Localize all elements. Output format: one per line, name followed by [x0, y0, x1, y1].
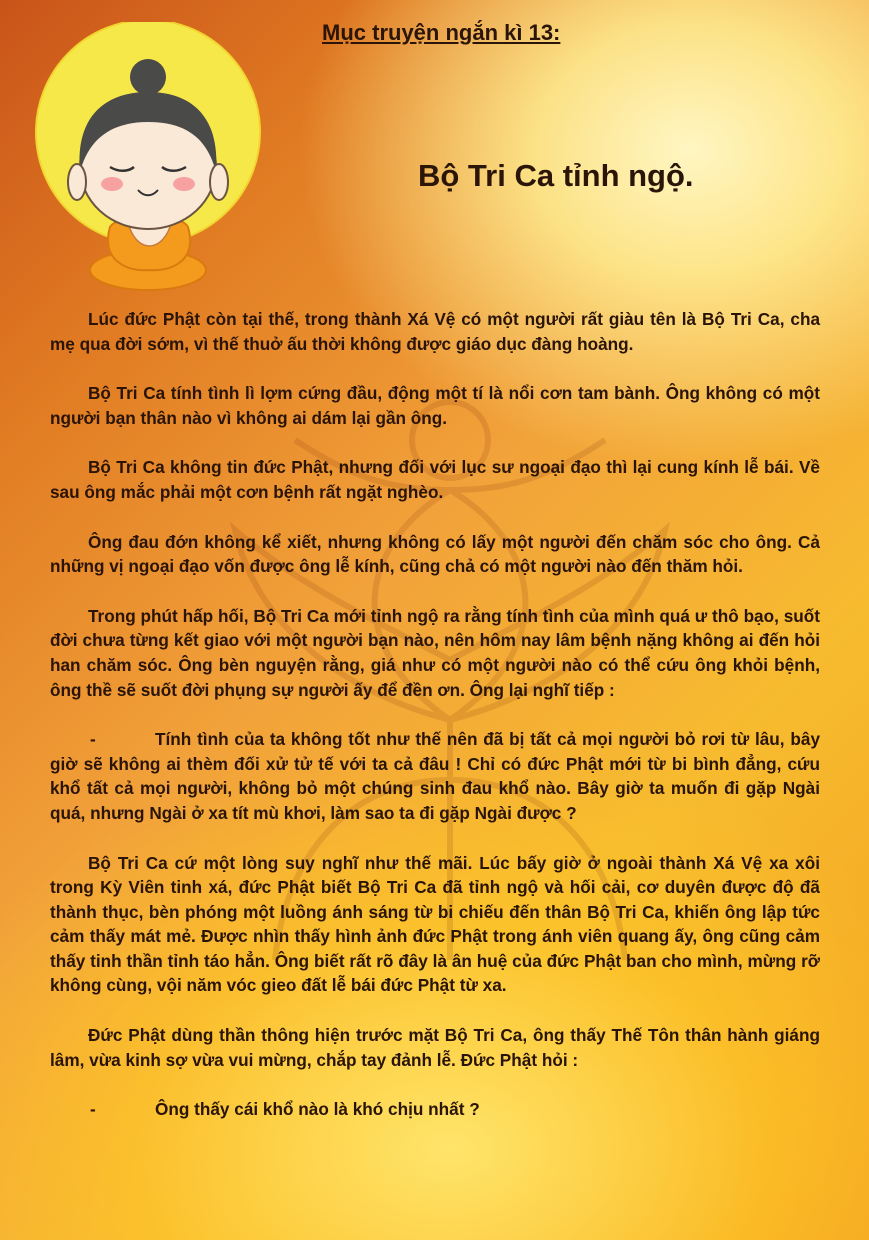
- dialogue-text: Ông thấy cái khổ nào là khó chịu nhất ?: [155, 1099, 480, 1120]
- dialogue-paragraph: [50, 727, 820, 825]
- story-paragraph: Đức Phật dùng thần thông hiện trước mặt Bộ Tri Ca, ông thấy Thế Tôn thân hành giáng lâm, vừa kinh sợ vừa vui mừng, chắp tay đảnh lễ. Đức Phật hỏi :: [50, 1025, 820, 1070]
- dialogue-paragraph: [50, 1097, 820, 1122]
- story-paragraph: Ông đau đớn không kể xiết, nhưng không có lấy một người đến chăm sóc cho ông. Cả những vị ngoại đạo vốn được ông lễ kính, cũng chả có một người nào đến thăm hỏi.: [50, 531, 820, 577]
- dialogue-text: Tính tình của ta không tốt như thế nên đã bị tất cả mọi người bỏ rơi từ lâu, bây giờ sẽ không ai thèm đối xử tử tế với ta cả đâu ! Chỉ có đức Phật mới từ bi bình đẳng, cứu khổ tất cả mọi người, không bỏ một chúng sinh đau khổ nào. Bây giờ ta muốn đi gặp Ngài quá, nhưng Ngài ở xa tít mù khơi, làm sao ta đi gặp Ngài được ?: [50, 729, 820, 823]
- story-title: Bộ Tri Ca tỉnh ngộ.: [418, 158, 694, 193]
- story-body: [50, 307, 820, 1147]
- section-header: Mục truyện ngắn kì 13:: [322, 20, 561, 45]
- dialogue-dash: -: [90, 729, 96, 750]
- story-paragraph: Bộ Tri Ca tính tình lì lợm cứng đầu, động một tí là nổi cơn tam bành. Ông không có một người bạn thân nào vì không ai dám lại gần ông.: [50, 383, 820, 428]
- buddha-mascot-icon: [30, 22, 270, 292]
- dialogue-dash: -: [90, 1099, 96, 1120]
- story-paragraph: Bộ Tri Ca không tin đức Phật, nhưng đối với lục sư ngoại đạo thì lại cung kính lễ bái. Về sau ông mắc phải một cơn bệnh rất ngặt nghèo.: [50, 457, 820, 502]
- story-paragraph: Lúc đức Phật còn tại thế, trong thành Xá Vệ có một người rất giàu tên là Bộ Tri Ca, cha mẹ qua đời sớm, vì thế thuở ấu thời không được giáo dục đàng hoàng.: [50, 309, 820, 354]
- story-paragraph: Trong phút hấp hối, Bộ Tri Ca mới tỉnh ngộ ra rằng tính tình của mình quá ư thô bạo, suốt đời chưa từng kết giao với một người bạn nào, nên hôm nay lâm bệnh nặng không ai đến hỏi han chăm sóc. Ông bèn nguyện rằng, giá như có một người nào có thể cứu ông khỏi bệnh, ông thề sẽ suốt đời phụng sự người ấy để đền ơn. Ông lại nghĩ tiếp :: [50, 605, 820, 700]
- story-paragraph: Bộ Tri Ca cứ một lòng suy nghĩ như thế mãi. Lúc bấy giờ ở ngoài thành Xá Vệ xa xôi trong Kỳ Viên tinh xá, đức Phật biết Bộ Tri Ca đã tỉnh ngộ và hối cải, cơ duyên được độ đã thành thục, bèn phóng một luồng ánh sáng từ bi chiếu đến thân Bộ Tri Ca, khiến ông lập tức cảm thấy mát mẻ. Được nhìn thấy hình ảnh đức Phật trong ánh viên quang ấy, ông cũng cảm thấy tinh thần tỉnh táo hẳn. Ông biết rất rõ đây là ân huệ của đức Phật ban cho mình, mừng rỡ không cùng, vội năm vóc gieo đất lễ bái đức Phật từ xa.: [50, 852, 820, 996]
